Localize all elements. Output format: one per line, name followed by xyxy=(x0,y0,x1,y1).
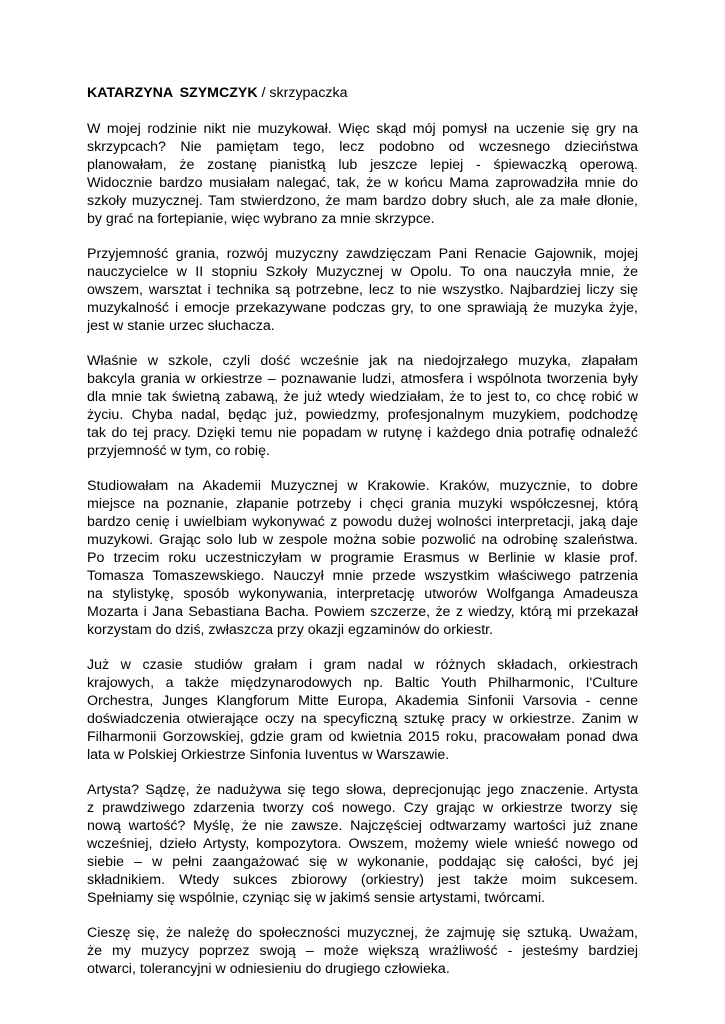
text-line: owszem, warsztat i technika są potrzebne, lecz to nie wszystko. Najbardziej liczy się xyxy=(87,282,638,298)
text-line: Cieszę się, że należę do społeczności muzycznej, że zajmuję się sztuką. Uważam, xyxy=(87,925,638,941)
paragraph-4 xyxy=(87,477,638,639)
text-line: lata w Polskiej Orkiestrze Sinfonia Iuventus w Warszawie. xyxy=(87,747,450,763)
text-line: miejsce na poznanie, złapanie potrzeby i chęci grania muzyki współczesnej, którą xyxy=(87,496,638,512)
text-line: Właśnie w szkole, czyli dość wcześnie jak na niedojrzałego muzyka, złapałam xyxy=(87,353,638,369)
text-line: otwarci, tolerancyjni w odniesieniu do drugiego człowieka. xyxy=(87,961,450,977)
text-line: przyjemność w tym, co robię. xyxy=(87,443,270,459)
text-line: że my muzycy poprzez swoją – może większą wrażliwość - jesteśmy bardziej xyxy=(87,943,638,959)
text-line: na stylistykę, sposób wykonywania, interpretację utworów Wolfganga Amadeusza xyxy=(87,586,638,602)
paragraph-3 xyxy=(87,352,638,460)
text-line: Przyjemność grania, rozwój muzyczny zawdzięczam Pani Renacie Gajownik, mojej xyxy=(87,246,638,262)
text-line: jest w stanie urzec słuchacza. xyxy=(87,318,275,334)
text-line: planowałam, że zostanę pianistką lub jeszcze lepiej - śpiewaczką operową. xyxy=(87,157,638,173)
text-line: Studiowałam na Akademii Muzycznej w Krakowie. Kraków, muzycznie, to dobre xyxy=(87,478,638,494)
text-line: skrzypcach? Nie pamiętam tego, lecz podobno od wczesnego dzieciństwa xyxy=(87,139,638,155)
text-line: bardzo cenię i uwielbiam wykonywać z powodu dużej wolności interpretacji, jaką daje xyxy=(87,514,638,530)
text-line: doświadczenia otwierające oczy na specyficzną sztukę pracy w orkiestrze. Zanim w xyxy=(87,711,638,727)
body-text xyxy=(87,120,638,978)
text-line: muzykalność i emocje przekazywane podczas gry, to one sprawiają że muzyka żyje, xyxy=(87,300,638,316)
text-line: korzystam do dziś, zwłaszcza przy okazji egzaminów do orkiestr. xyxy=(87,622,494,638)
text-line: Tomasza Tomaszewskiego. Nauczył mnie przede wszystkim właściwego patrzenia xyxy=(87,568,638,584)
heading xyxy=(87,84,638,102)
text-line: Orchestra, Junges Klangforum Mitte Europa, Akademia Sinfonii Varsovia - cenne xyxy=(87,693,638,709)
text-line: Artysta? Sądzę, że nadużywa się tego słowa, deprecjonując jego znaczenie. Artysta xyxy=(87,782,638,798)
text-line: Spełniamy się wspólnie, czyniąc się w jakimś sensie artystami, twórcami. xyxy=(87,890,546,906)
text-line: Widocznie bardzo musiałam nalegać, tak, że w końcu Mama zaprowadziła mnie do xyxy=(87,175,638,191)
text-line: bakcyla grania w orkiestrze – poznawanie ludzi, atmosfera i wspólnota tworzenia były xyxy=(87,371,638,387)
text-line: Mozarta i Jana Sebastiana Bacha. Powiem szczerze, że z wiedzy, którą mi przekazał xyxy=(87,604,638,620)
text-line: tak do tej pracy. Dzięki temu nie popadam w rutynę i każdego dnia potrafię odnaleźć xyxy=(87,425,638,441)
text-line: Filharmonii Gorzowskiej, gdzie gram od kwietnia 2015 roku, pracowałam ponad dwa xyxy=(87,729,638,745)
paragraph-1 xyxy=(87,120,638,228)
text-line: dla mnie tak świetną zabawą, że już wtedy wiedziałam, że to jest to, co chcę robić w xyxy=(87,389,638,405)
text-line: Po trzecim roku uczestniczyłam w programie Erasmus w Berlinie w klasie prof. xyxy=(87,550,638,566)
author-name: KATARZYNA SZYMCZYK xyxy=(87,85,258,101)
text-line: krajowych, a także międzynarodowych np. Baltic Youth Philharmonic, I'Culture xyxy=(87,675,638,691)
text-line: by grać na fortepianie, więc wybrano za mnie skrzypce. xyxy=(87,211,435,227)
paragraph-7 xyxy=(87,924,638,978)
document-page xyxy=(87,84,638,995)
text-line: nową wartość? Myślę, że nie zawsze. Najczęściej odtwarzamy wartości już znane xyxy=(87,818,638,834)
paragraph-2 xyxy=(87,245,638,335)
text-line: szkoły muzycznej. Tam stwierdzono, że mam bardzo dobry słuch, ale za małe dłonie, xyxy=(87,193,638,209)
text-line: składnikiem. Wtedy sukces zbiorowy (orkiestry) jest także moim sukcesem. xyxy=(87,872,638,888)
paragraph-6 xyxy=(87,781,638,907)
text-line: życiu. Chyba nadal, będąc już, powiedzmy, profesjonalnym muzykiem, podchodzę xyxy=(87,407,638,423)
author-role: / skrzypaczka xyxy=(257,85,348,101)
text-line: nauczycielce w II stopniu Szkoły Muzycznej w Opolu. To ona nauczyła mnie, że xyxy=(87,264,638,280)
paragraph-5 xyxy=(87,656,638,764)
text-line: Już w czasie studiów grałam i gram nadal w różnych składach, orkiestrach xyxy=(87,657,638,673)
text-line: z prawdziwego zdarzenia tworzy coś nowego. Czy grając w orkiestrze tworzy się xyxy=(87,800,638,816)
text-line: muzykowi. Grając solo lub w zespole można sobie pozwolić na odrobinę szaleństwa. xyxy=(87,532,638,548)
text-line: siebie – w pełni zaangażować się w wykonanie, poddając się całości, być jej xyxy=(87,854,638,870)
text-line: wcześniej, dzieło Artysty, kompozytora. Owszem, możemy wiele wnieść nowego od xyxy=(87,836,638,852)
text-line: W mojej rodzinie nikt nie muzykował. Więc skąd mój pomysł na uczenie się gry na xyxy=(87,121,638,137)
